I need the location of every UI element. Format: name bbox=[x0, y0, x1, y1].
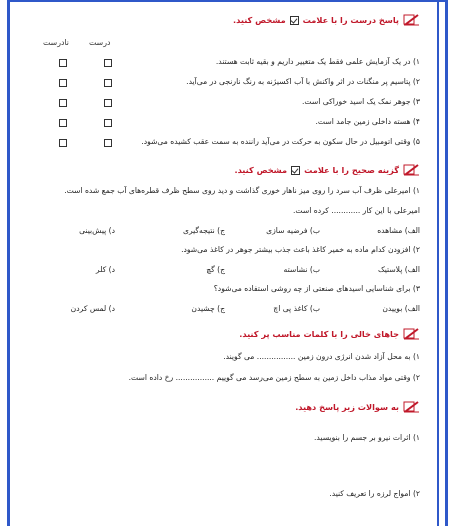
mc-question-3: ۳) برای شناسایی اسیدهای صنعتی از چه روشی استفاده می‌شود؟ bbox=[213, 284, 420, 293]
section4-heading bbox=[295, 401, 420, 413]
option-c[interactable]: ج) نتیجه‌گیری bbox=[183, 226, 225, 235]
true-checkbox[interactable] bbox=[104, 99, 112, 107]
worksheet bbox=[16, 0, 426, 526]
mc-options-2 bbox=[16, 265, 420, 276]
mc-options-1 bbox=[16, 226, 420, 237]
section1-heading-text: پاسخ درست را با علامت bbox=[302, 15, 399, 25]
mc-question-1-line2: امیرعلی با این کار ............ کرده است. bbox=[292, 206, 420, 215]
option-b[interactable]: ب) فرضیه سازی bbox=[266, 226, 320, 235]
option-a[interactable]: الف) مشاهده bbox=[377, 226, 420, 235]
option-b[interactable]: ب) کاغذ پی اچ bbox=[273, 304, 320, 313]
short-answer-1: ۱) اثرات نیرو بر جسم را بنویسید. bbox=[314, 433, 420, 442]
fill-blank-1: ۱) به محل آزاد شدن انرژی درون زمین ................ می گویند. bbox=[223, 352, 420, 361]
right-border-line-outer bbox=[445, 0, 448, 526]
mc-question-1: ۱) امیرعلی ظرف آب سرد را روی میز ناهار خوری گذاشت و دید روی سطح ظرف قطره‌های آب جمع شده است. bbox=[64, 186, 420, 195]
section3-heading bbox=[239, 328, 420, 340]
pencil-icon bbox=[403, 14, 420, 26]
tf-row-2 bbox=[16, 77, 420, 89]
option-b[interactable]: ب) نشاسته bbox=[283, 265, 320, 274]
option-c[interactable]: ج) گچ bbox=[206, 265, 225, 274]
section2-heading-text: گزینه صحیح را با علامت bbox=[304, 165, 399, 175]
checkbox-checked-icon bbox=[291, 166, 300, 175]
section1-heading-tail: مشخص کنید. bbox=[233, 15, 286, 25]
false-checkbox[interactable] bbox=[59, 79, 67, 87]
tf-row-1 bbox=[16, 57, 420, 69]
tf-row-text: ۱) در یک آزمایش علمی فقط یک متغییر داریم و بقیه ثابت هستند. bbox=[215, 57, 420, 66]
section2-heading bbox=[234, 164, 420, 176]
tf-row-text: ۲) پتاسیم پر منگنات در اثر واکنش با آب اکسیژنه به رنگ نارنجی در می‌آید. bbox=[186, 77, 420, 86]
option-d[interactable]: د) لمس کردن bbox=[70, 304, 115, 313]
false-checkbox[interactable] bbox=[59, 139, 67, 147]
tf-row-text: ۵) وقتی اتومبیل در حال سکون به حرکت در می‌آید راننده به سمت عقب کشیده می‌شود. bbox=[141, 137, 420, 146]
false-checkbox[interactable] bbox=[59, 119, 67, 127]
false-checkbox[interactable] bbox=[59, 59, 67, 67]
pencil-icon bbox=[403, 328, 420, 340]
section3-heading-text: جاهای خالی را با کلمات مناسب پر کنید. bbox=[239, 329, 399, 339]
column-header-true: درست bbox=[89, 38, 111, 47]
right-border-line-inner bbox=[437, 0, 439, 526]
pencil-icon bbox=[403, 164, 420, 176]
option-a[interactable]: الف) بوییدن bbox=[382, 304, 420, 313]
mc-question-2: ۲) افزودن کدام ماده به خمیر کاغذ باعث جذب بیشتر جوهر در کاغذ می‌شود. bbox=[181, 245, 420, 254]
tf-row-text: ۳) جوهر نمک یک اسید خوراکی است. bbox=[302, 97, 420, 106]
tf-row-text: ۴) هسته داخلی زمین جامد است. bbox=[315, 117, 420, 126]
option-c[interactable]: ج) چشیدن bbox=[191, 304, 225, 313]
option-a[interactable]: الف) پلاستیک bbox=[377, 265, 420, 274]
option-d[interactable]: د) پیش‌بینی bbox=[79, 226, 115, 235]
section4-heading-text: به سوالات زیر پاسخ دهید. bbox=[295, 402, 399, 412]
tf-row-4 bbox=[16, 117, 420, 129]
column-header-false: نادرست bbox=[43, 38, 69, 47]
true-checkbox[interactable] bbox=[104, 139, 112, 147]
true-checkbox[interactable] bbox=[104, 79, 112, 87]
section1-heading bbox=[233, 14, 420, 26]
mc-options-3 bbox=[16, 304, 420, 315]
fill-blank-2: ۲) وقتی مواد مذاب داخل زمین به سطح زمین می‌رسد می گوییم ................ رخ داده است. bbox=[128, 373, 420, 382]
section2-heading-tail: مشخص کنید. bbox=[234, 165, 288, 175]
pencil-icon bbox=[403, 401, 420, 413]
true-checkbox[interactable] bbox=[104, 59, 112, 67]
tf-row-3 bbox=[16, 97, 420, 109]
short-answer-2: ۲) امواج لرزه را تعریف کنید. bbox=[329, 489, 420, 498]
left-border-line bbox=[7, 0, 10, 526]
tf-row-5 bbox=[16, 137, 420, 149]
true-checkbox[interactable] bbox=[104, 119, 112, 127]
false-checkbox[interactable] bbox=[59, 99, 67, 107]
checkbox-checked-icon bbox=[290, 16, 299, 25]
option-d[interactable]: د) کلر bbox=[95, 265, 115, 274]
